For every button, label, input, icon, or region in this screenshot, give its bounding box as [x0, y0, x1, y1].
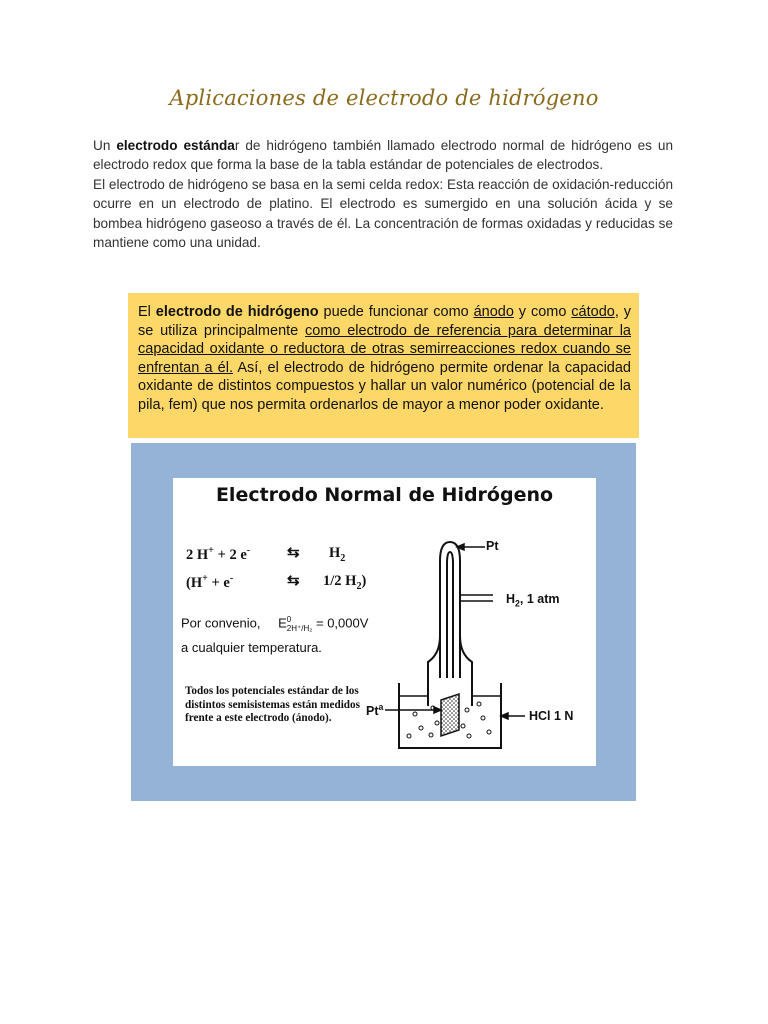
intro-p1-bold: electrodo estánda: [116, 138, 235, 153]
label-pt-top: Pt: [486, 539, 499, 553]
callout-text-4: , y se utiliza principalmente: [138, 304, 632, 339]
electrode-figure: [173, 478, 596, 766]
eq2-mid: + e: [207, 574, 230, 591]
callout-text-3: y como: [513, 304, 572, 320]
label-hcl: HCl 1 N: [529, 709, 574, 723]
eq2-sub: 2: [356, 580, 362, 592]
label-pt-side-text: Pt: [366, 704, 379, 719]
temperature-line: a cualquier temperatura.: [181, 640, 322, 655]
callout-text-2: puede funcionar como: [318, 304, 474, 320]
eq1-plus: +: [208, 545, 214, 556]
label-pt-side: [366, 702, 383, 718]
eq2-minus: -: [229, 573, 234, 584]
callout-box: [128, 293, 639, 438]
eq1-minus: -: [246, 545, 251, 556]
equilibrium-arrow-icon: ⇆: [287, 573, 300, 589]
callout-text-5: Así, el electrodo de hidrógeno permite ordenar la capacidad oxidante de distintos compuestos y hallar un valor numérico (potencial de la pila, fem) que nos permita ordenarlos de mayor a menor poder oxidante.: [138, 359, 631, 413]
figure-title: Electrodo Normal de Hidrógeno: [215, 484, 554, 506]
eq2-left: (H: [186, 574, 203, 591]
convention-prefix: Por convenio,: [181, 615, 261, 631]
callout-underline-catodo: cátodo: [571, 304, 615, 320]
convention-value: = 0,000V: [315, 615, 369, 631]
intro-text: [93, 136, 673, 252]
electrode-tube-icon: [428, 542, 472, 706]
callout-text-1: El: [138, 304, 156, 320]
intro-p1-post: r de hidrógeno también llamado electrodo normal de hidrógeno es un electrodo redox que forma la base de la tabla estándar de potenciales de electrodos.: [93, 138, 674, 173]
equilibrium-arrow-icon: ⇆: [287, 545, 300, 561]
intro-paragraph-2: El electrodo de hidrógeno se basa en la semi celda redox: Esta reacción de oxidación-reducción ocurre en un electrodo de platino. El electrodo es sumergido en una solución ácida y se bombea hidrógeno gaseoso a través de él. La concentración de formas oxidadas y reducidas se mantiene como una unidad.: [93, 176, 673, 251]
page-title: Aplicaciones de electrodo de hidrógeno: [169, 86, 599, 110]
eq1-right: H: [329, 545, 341, 561]
convention-sup: 0: [286, 615, 292, 624]
label-h2-text: H: [506, 592, 516, 606]
label-h2: [506, 592, 560, 609]
eq2-right: 1/2 H: [323, 573, 357, 589]
eq2-plus: +: [202, 573, 208, 584]
convention-sub: 2H⁺/H₂: [286, 624, 313, 633]
figure-note: Todos los potenciales estándar de los distintos semisistemas están medidos frente a este electrodo (ánodo).: [185, 685, 360, 725]
callout-underline-anodo: ánodo: [473, 304, 514, 320]
convention-E: E: [278, 615, 287, 631]
eq2-close: ): [361, 573, 367, 589]
pointer-arrows-icon: [385, 544, 525, 719]
intro-p1-pre: Un: [93, 138, 117, 153]
label-h2-rest: , 1 atm: [519, 592, 560, 606]
label-h2-sub: 2: [515, 598, 520, 609]
eq1-mid: + 2 e: [213, 546, 247, 563]
label-pt-side-sup: a: [378, 702, 384, 712]
eq1-sub: 2: [340, 552, 346, 564]
eq1-left: 2 H: [186, 546, 209, 563]
callout-bold: electrodo de hidrógeno: [155, 304, 319, 320]
platinum-plate-icon: [441, 694, 459, 736]
intro-paragraph-1: [93, 136, 673, 175]
callout-underline-reference: como electrodo de referencia para determinar la capacidad oxidante o reductora de otras semirreacciones redox cuando se enfrentan a él.: [138, 322, 631, 376]
